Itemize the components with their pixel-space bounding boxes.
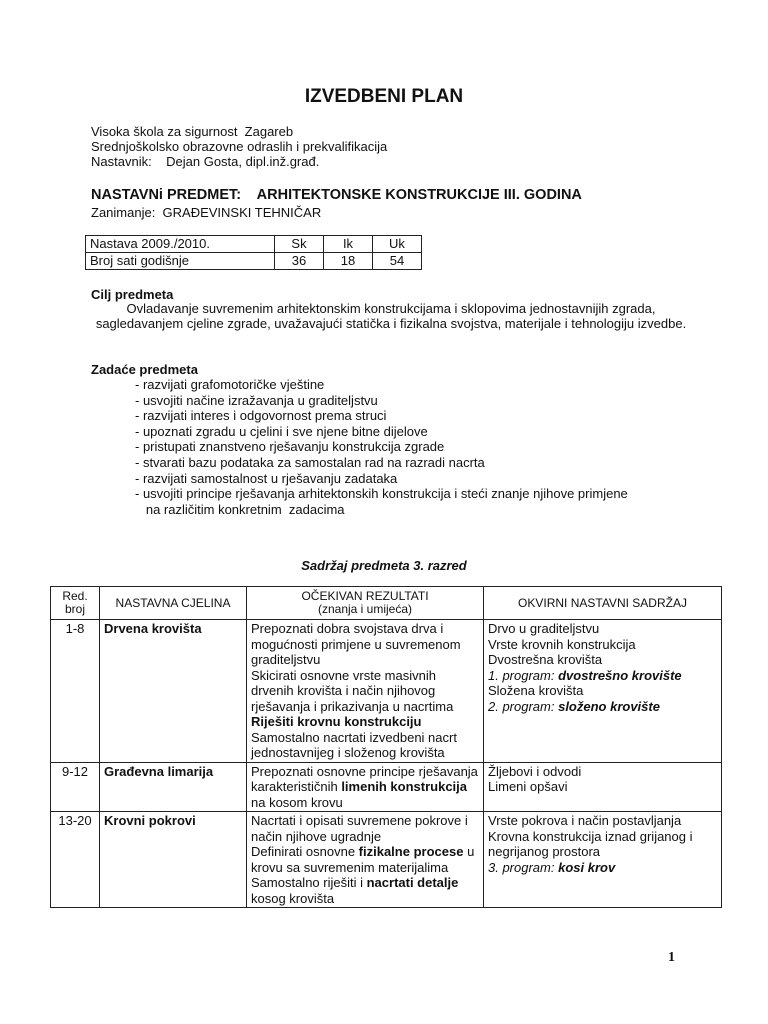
teacher-line: Nastavnik: Dejan Gosta, dipl.inž.građ. <box>91 154 320 169</box>
row-unit: Krovni pokrovi <box>100 812 247 908</box>
row-content <box>484 620 722 763</box>
list-item: na različitim konkretnim zadacima <box>135 501 345 517</box>
curriculum-table <box>50 586 722 908</box>
list-item: - razvijati interes i odgovornost prema struci <box>135 408 387 424</box>
table-row <box>51 620 722 763</box>
result-text: na kosom krovu <box>251 794 343 810</box>
hours-table-header-row <box>86 236 422 253</box>
row-content <box>484 812 722 908</box>
list-item: - upoznati zgradu u cjelini i sve njene bitne dijelove <box>135 423 428 439</box>
result-text: u krovu sa suvremenim materijalima <box>251 844 475 875</box>
table-row <box>51 812 722 908</box>
result-line: Prepoznati dobra svojstava drva i mogućnosti primjene u suvremenom graditeljstvu <box>251 621 461 667</box>
hours-ik-value: 18 <box>324 253 373 270</box>
hours-year-cell: Nastava 2009./2010. <box>86 236 275 253</box>
column-header-content: OKVIRNI NASTAVNI SADRŽAJ <box>484 587 722 620</box>
row-number: 1-8 <box>51 620 100 763</box>
subject-line: NASTAVNi PREDMET: ARHITEKTONSKE KONSTRUKCIJE III. GODINA <box>91 187 582 203</box>
content-line: Dvostrešna krovišta <box>488 652 603 667</box>
column-header-result-line1: OČEKIVAN REZULTATI <box>301 589 429 603</box>
list-item: - usvojiti načine izražavanja u graditeljstvu <box>135 392 378 408</box>
page-number: 1 <box>668 950 675 965</box>
tasks-heading: Zadaće predmeta <box>91 362 198 377</box>
content-heading: Sadržaj predmeta 3. razred <box>301 558 467 573</box>
hours-uk-header: Uk <box>373 236 422 253</box>
program-name: kosi krov <box>558 859 616 875</box>
result-text-bold: limenih konstrukcija <box>341 779 468 794</box>
list-item: - pristupati znanstveno rješavanju konstrukcija zgrade <box>135 439 445 455</box>
content-line: Vrste pokrova i način postavljanja <box>488 813 682 828</box>
table-header-row <box>51 587 722 620</box>
column-header-number <box>51 587 100 620</box>
occupation-line: Zanimanje: GRAĐEVINSKI TEHNIČAR <box>91 205 322 220</box>
row-results <box>247 762 484 812</box>
content-line: Žljebovi i odvodi <box>488 763 582 779</box>
result-line: Riješiti krovnu konstrukciju <box>251 714 422 729</box>
program-label: 2. program: <box>488 698 559 714</box>
list-item: - razvijati grafomotoričke vještine <box>135 377 325 392</box>
program-label: 3. program: <box>488 859 559 875</box>
table-row <box>51 762 722 812</box>
result-line <box>251 764 479 811</box>
content-line <box>488 668 717 684</box>
row-unit: Drvena krovišta <box>100 620 247 763</box>
list-item: - razvijati samostalnost u rješavanju zadataka <box>135 470 398 486</box>
row-number: 13-20 <box>51 812 100 908</box>
row-results <box>247 620 484 763</box>
row-results <box>247 812 484 908</box>
content-line <box>488 699 717 715</box>
content-line: Drvo u graditeljstvu <box>488 621 600 636</box>
result-text-bold: nacrtati detalje <box>366 875 459 890</box>
goal-heading: Cilj predmeta <box>91 287 174 302</box>
tasks-list <box>135 377 628 517</box>
list-item: - stvarati bazu podataka za samostalan rad na razradi nacrta <box>135 454 485 470</box>
column-header-number-line2: broj <box>64 602 85 616</box>
result-line <box>251 844 479 875</box>
result-line: Skicirati osnovne vrste masivnih drvenih krovišta i način njihovog rješavanja i prikazivanja u nacrtima <box>251 667 454 714</box>
content-line: Limeni opšavi <box>488 779 568 794</box>
column-header-number-line1: Red. <box>62 589 88 603</box>
document-header <box>91 124 387 169</box>
hours-table-value-row <box>86 253 422 270</box>
goal-text: Ovladavanje suvremenim arhitektonskim konstrukcijama i sklopovima jednostavnijih zgrada, sagledavanjem cjeline zgrade, uvažavajući statička i fizikalna svojstva, materijale i tehnologiju izvedbe. <box>95 301 687 331</box>
result-line: Nacrtati i opisati suvremene pokrove i način njihove ugradnje <box>251 813 468 844</box>
hours-table <box>85 235 422 270</box>
content-line <box>488 860 717 876</box>
program-name: dvostrešno krovište <box>558 667 682 683</box>
result-text: Definirati osnovne <box>251 844 359 859</box>
row-content <box>484 762 722 812</box>
result-text: kosog krovišta <box>251 890 335 906</box>
content-line: Složena krovišta <box>488 683 584 698</box>
result-text: Samostalno riješiti i <box>251 875 367 890</box>
document-title: IZVEDBENI PLAN <box>304 86 464 107</box>
institution-line: Visoka škola za sigurnost Zagareb <box>91 124 294 139</box>
hours-row-label: Broj sati godišnje <box>86 253 275 270</box>
program-label: 1. program: <box>488 667 559 683</box>
list-item: - usvojiti principe rješavanja arhitektonskih konstrukcija i steći znanje njihove primjene <box>135 486 628 502</box>
column-header-unit: NASTAVNA CJELINA <box>100 587 247 620</box>
result-line <box>251 875 479 906</box>
result-line: Samostalno nacrtati izvedbeni nacrt jednostavnijeg i složenog krovišta <box>251 729 457 760</box>
hours-sk-header: Sk <box>275 236 324 253</box>
hours-ik-header: Ik <box>324 236 373 253</box>
result-text-bold: fizikalne procese <box>358 844 464 859</box>
program-name: složeno krovište <box>558 698 660 714</box>
program-line: Srednjoškolsko obrazovne odraslih i prekvalifikacija <box>91 139 388 154</box>
hours-uk-value: 54 <box>373 253 422 270</box>
row-number: 9-12 <box>51 762 100 812</box>
result-text: Prepoznati osnovne principe rješavanja karakterističnih <box>251 763 478 794</box>
column-header-result <box>247 587 484 620</box>
column-header-result-line2: (znanja i umijeća) <box>317 602 413 616</box>
content-line: Krovna konstrukcija iznad grijanog i negrijanog prostora <box>488 828 693 859</box>
row-unit: Građevna limarija <box>100 762 247 812</box>
content-line: Vrste krovnih konstrukcija <box>488 636 636 652</box>
hours-sk-value: 36 <box>275 253 324 270</box>
